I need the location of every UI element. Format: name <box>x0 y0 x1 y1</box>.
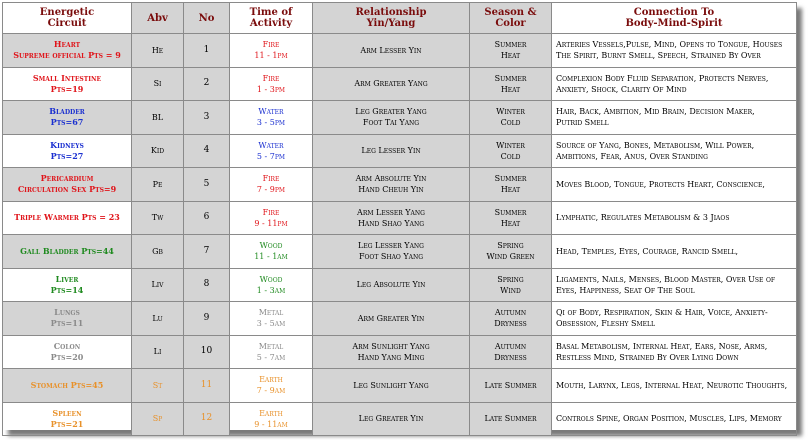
cell-time: Fire 7 - 9pm <box>230 168 313 202</box>
cell-circuit: Lungs Pts=11 <box>3 302 132 336</box>
cell-season: Spring Wind Green <box>470 235 552 269</box>
cell-circuit: Heart Supreme official Pts = 9 <box>3 34 132 68</box>
header-time: Time of Activity <box>230 3 313 34</box>
cell-no: 12 <box>184 402 230 436</box>
cell-rel: Arm Sunlight Yang Hand Yang Ming <box>313 335 470 369</box>
table-row <box>3 34 797 68</box>
cell-rel: Arm Greater Yang <box>313 67 470 101</box>
cell-time: Water 5 - 7pm <box>230 134 313 168</box>
cell-rel: Leg Sunlight Yang <box>313 369 470 403</box>
cell-no: 9 <box>184 302 230 336</box>
cell-abv: He <box>132 34 184 68</box>
cell-time: Wood 1 - 3am <box>230 268 313 302</box>
cell-abv: Kid <box>132 134 184 168</box>
cell-time: Wood 11 - 1am <box>230 235 313 269</box>
cell-abv: Gb <box>132 235 184 269</box>
cell-circuit: Colon Pts=20 <box>3 335 132 369</box>
cell-no: 1 <box>184 34 230 68</box>
cell-no: 7 <box>184 235 230 269</box>
cell-conn: Moves Blood, Tongue, Protects Heart, Conscience, <box>552 168 797 202</box>
table-row <box>3 369 797 403</box>
cell-rel: Arm Greater Yin <box>313 302 470 336</box>
cell-conn: Head, Temples, Eyes, Courage, Rancid Smell, <box>552 235 797 269</box>
header-circuit: Energetic Circuit <box>3 3 132 34</box>
cell-no: 11 <box>184 369 230 403</box>
cell-circuit: Bladder Pts=67 <box>3 101 132 135</box>
meridian-table <box>2 2 797 436</box>
cell-rel: Leg Lesser Yang Foot Shao Yang <box>313 235 470 269</box>
cell-season: Winter Cold <box>470 134 552 168</box>
cell-abv: Pe <box>132 168 184 202</box>
cell-conn: Ligaments, Nails, Menses, Blood Master, Over Use of Eyes, Happiness, Seat Of The Soul <box>552 268 797 302</box>
cell-abv: Tw <box>132 201 184 235</box>
cell-circuit: Stomach Pts=45 <box>3 369 132 403</box>
cell-rel: Leg Absolute Yin <box>313 268 470 302</box>
cell-season: Summer Heat <box>470 201 552 235</box>
cell-time: Metal 3 - 5am <box>230 302 313 336</box>
cell-conn: Basal Metabolism, Internal Heat, Ears, Nose, Arms, Restless Mind, Strained By Over Lying Down <box>552 335 797 369</box>
header-no: No <box>184 3 230 34</box>
cell-circuit: Liver Pts=14 <box>3 268 132 302</box>
cell-time: Fire 9 - 11pm <box>230 201 313 235</box>
cell-conn: Lymphatic, Regulates Metabolism & 3 Jiaos <box>552 201 797 235</box>
table-row <box>3 235 797 269</box>
cell-season: Winter Cold <box>470 101 552 135</box>
table-row <box>3 101 797 135</box>
table-frame <box>2 2 796 430</box>
cell-abv: Si <box>132 67 184 101</box>
cell-no: 6 <box>184 201 230 235</box>
cell-conn: Source of Yang, Bones, Metabolism, Will Power, Ambitions, Fear, Anus, Over Standing <box>552 134 797 168</box>
cell-time: Water 3 - 5pm <box>230 101 313 135</box>
cell-circuit: Spleen Pts=21 <box>3 402 132 436</box>
cell-season: Summer Heat <box>470 168 552 202</box>
header-abv: Abv <box>132 3 184 34</box>
cell-rel: Arm Lesser Yang Hand Shao Yang <box>313 201 470 235</box>
cell-no: 5 <box>184 168 230 202</box>
cell-season: Late Summer <box>470 402 552 436</box>
cell-no: 4 <box>184 134 230 168</box>
cell-season: Autumn Dryness <box>470 302 552 336</box>
cell-conn: Hair, Back, Ambition, Mid Brain, Decision Maker, Putrid Smell <box>552 101 797 135</box>
cell-conn: Qi of Body, Respiration, Skin & Hair, Voice, Anxiety- Obsession, Fleshy Smell <box>552 302 797 336</box>
table-row <box>3 134 797 168</box>
table-row <box>3 168 797 202</box>
cell-abv: Lu <box>132 302 184 336</box>
cell-time: Fire 11 - 1pm <box>230 34 313 68</box>
cell-rel: Leg Lesser Yin <box>313 134 470 168</box>
cell-time: Metal 5 - 7am <box>230 335 313 369</box>
cell-season: Summer Heat <box>470 67 552 101</box>
cell-time: Earth 7 - 9am <box>230 369 313 403</box>
cell-conn: Controls Spine, Organ Position, Muscles, Lips, Memory <box>552 402 797 436</box>
cell-season: Autumn Dryness <box>470 335 552 369</box>
table-row <box>3 268 797 302</box>
table-row <box>3 67 797 101</box>
cell-season: Late Summer <box>470 369 552 403</box>
cell-time: Fire 1 - 3pm <box>230 67 313 101</box>
cell-circuit: Triple Warmer Pts = 23 <box>3 201 132 235</box>
header-relationship: Relationship Yin/Yang <box>313 3 470 34</box>
header-row <box>3 3 797 34</box>
table-row <box>3 201 797 235</box>
cell-circuit: Pericardium Circulation Sex Pts=9 <box>3 168 132 202</box>
header-connection: Connection To Body-Mind-Spirit <box>552 3 797 34</box>
cell-abv: Sp <box>132 402 184 436</box>
cell-circuit: Small Intestine Pts=19 <box>3 67 132 101</box>
cell-rel: Leg Greater Yin <box>313 402 470 436</box>
header-season: Season & Color <box>470 3 552 34</box>
cell-no: 3 <box>184 101 230 135</box>
cell-circuit: Gall Bladder Pts=44 <box>3 235 132 269</box>
cell-abv: BL <box>132 101 184 135</box>
cell-season: Summer Heat <box>470 34 552 68</box>
table-row <box>3 335 797 369</box>
table-row <box>3 402 797 436</box>
cell-conn: Complexion Body Fluid Separation, Protects Nerves, Anxiety, Shock, Clarity Of Mind <box>552 67 797 101</box>
cell-abv: St <box>132 369 184 403</box>
cell-abv: Li <box>132 335 184 369</box>
cell-season: Spring Wind <box>470 268 552 302</box>
cell-no: 2 <box>184 67 230 101</box>
cell-conn: Mouth, Larynx, Legs, Internal Heat, Neurotic Thoughts, <box>552 369 797 403</box>
table-row <box>3 302 797 336</box>
cell-abv: Liv <box>132 268 184 302</box>
cell-circuit: Kidneys Pts=27 <box>3 134 132 168</box>
cell-rel: Arm Lesser Yin <box>313 34 470 68</box>
cell-rel: Arm Absolute Yin Hand Cheuh Yin <box>313 168 470 202</box>
cell-time: Earth 9 - 11am <box>230 402 313 436</box>
cell-rel: Leg Greater Yang Foot Tai Yang <box>313 101 470 135</box>
cell-no: 8 <box>184 268 230 302</box>
cell-conn: Arteries Vessels,Pulse, Mind, Opens to Tongue, Houses The Spirit, Burnt Smell, Speech, Strained By Over <box>552 34 797 68</box>
cell-no: 10 <box>184 335 230 369</box>
